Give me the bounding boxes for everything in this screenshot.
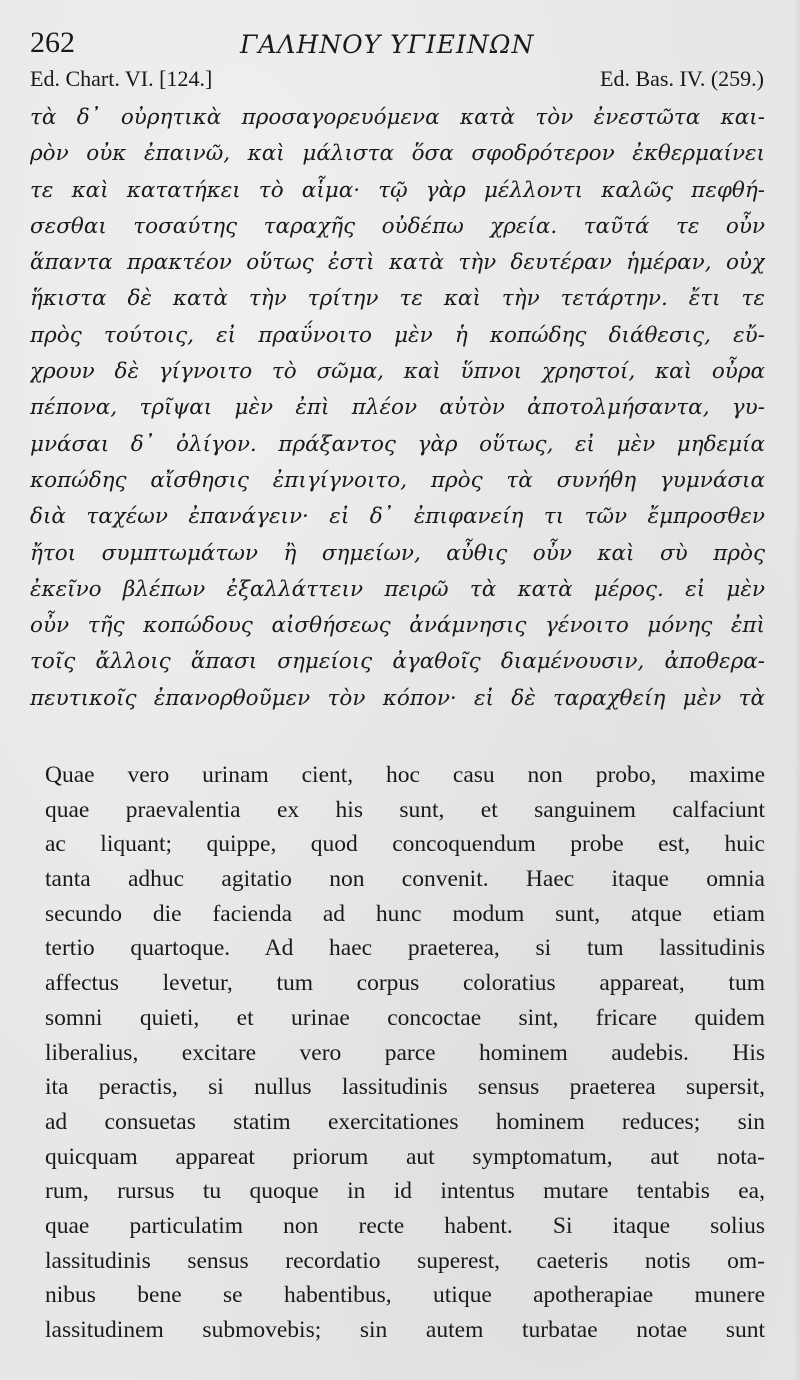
latin-line: liberalius, excitare vero parce hominem audebis. His (45, 1039, 765, 1066)
greek-line: τοῖς ἄλλοις ἅπασι σημείοις ἀγαθοῖς διαμένουσιν, ἀποθερα- (30, 649, 765, 675)
greek-line: πευτικοῖς ἐπανορθοῦμεν τὸν κόπον· εἰ δὲ ταραχθείη μὲν τὰ (30, 685, 765, 711)
latin-line: ita peractis, si nullus lassitudinis sensus praeterea supersit, (45, 1074, 765, 1101)
latin-line: somni quieti, et urinae concoctae sint, fricare quidem (45, 1004, 765, 1031)
greek-line: κοπώδης αἴσθησις ἐπιγίγνοιτο, πρὸς τὰ συνήθη γυμνάσια (30, 467, 765, 493)
greek-line: ρὸν οὐκ ἐπαινῶ, καὶ μάλιστα ὅσα σφοδρότερον ἐκθερμαίνει (30, 141, 765, 167)
greek-line: σεσθαι τοσαύτης ταραχῆς οὐδέπω χρεία. ταῦτά τε οὖν (30, 213, 765, 239)
show-through-bleed (60, 696, 760, 722)
latin-line: tanta adhuc agitatio non convenit. Haec itaque omnia (45, 866, 765, 893)
latin-line: lassitudinem submovebis; sin autem turbatae notae sunt (45, 1317, 765, 1343)
latin-line: affectus levetur, tum corpus coloratius appareat, tum (45, 970, 765, 997)
greek-line: τὰ δ᾽ οὐρητικὰ προσαγορευόμενα κατὰ τὸν ἐνεστῶτα και- (30, 105, 765, 130)
greek-line: χρουν δὲ γίγνοιτο τὸ σῶμα, καὶ ὕπνοι χρηστοί, καὶ οὖρα (30, 359, 765, 385)
greek-line: μνάσαι δ᾽ ὀλίγον. πράξαντος γὰρ οὕτως, εἰ μὲν μηδεμία (30, 431, 765, 457)
latin-line: lassitudinis sensus recordatio superest, caeteris notis om- (45, 1247, 765, 1274)
edition-reference-line (30, 66, 764, 100)
page-number: 262 (30, 26, 75, 59)
latin-line: quae praevalentia ex his sunt, et sanguinem calfaciunt (45, 796, 765, 823)
edition-chartier-reference: Ed. Chart. VI. [124.] (30, 66, 213, 91)
greek-line: ἥκιστα δὲ κατὰ τὴν τρίτην τε καὶ τὴν τετάρτην. ἔτι τε (30, 286, 765, 312)
latin-line: nibus bene se habentibus, utique apotherapiae munere (45, 1282, 765, 1309)
greek-line: πρὸς τούτοις, εἰ πραΰνοιτο μὲν ἡ κοπώδης διάθεσις, εὔ- (30, 322, 765, 348)
greek-line: ἐκεῖνο βλέπων ἐξαλλάττειν πειρῶ τὰ κατὰ μέρος. εἰ μὲν (30, 576, 765, 602)
greek-line: πέπονα, τρῖψαι μὲν ἐπὶ πλέον αὐτὸν ἀποτολμήσαντα, γυ- (30, 395, 765, 421)
running-head (30, 26, 770, 66)
greek-line: διὰ ταχέων ἐπανάγειν· εἰ δ᾽ ἐπιφανείη τι τῶν ἔμπροσθεν (30, 504, 765, 530)
latin-line: quae particulatim non recte habent. Si itaque solius (45, 1212, 765, 1239)
latin-line: Quae vero urinam cient, hoc casu non probo, maxime (45, 762, 765, 788)
latin-text-block (45, 758, 765, 1348)
greek-text-block (30, 100, 765, 717)
greek-line: ἅπαντα πρακτέον οὕτως ἐστὶ κατὰ τὴν δευτέραν ἡμέραν, οὐχ (30, 250, 765, 276)
latin-line: quicquam appareat priorum aut symptomatum, aut nota- (45, 1143, 765, 1170)
greek-line: ἤτοι συμπτωμάτων ἢ σημείων, αὖθις οὖν καὶ σὺ πρὸς (30, 540, 765, 566)
latin-line: tertio quartoque. Ad haec praeterea, si tum lassitudinis (45, 935, 765, 962)
latin-line: ad consuetas statim exercitationes hominem reduces; sin (45, 1108, 765, 1135)
latin-line: ac liquant; quippe, quod concoquendum probe est, huic (45, 831, 765, 858)
latin-line: rum, rursus tu quoque in id intentus mutare tentabis ea, (45, 1178, 765, 1205)
page-edge-shadow (794, 0, 800, 1380)
greek-line: οὖν τῆς κοπώδους αἰσθήσεως ἀνάμνησις γένοιτο μόνης ἐπὶ (30, 613, 765, 639)
running-title: ΓΑΛΗΝΟΥ ΥΓΙΕΙΝΩΝ (240, 30, 535, 59)
latin-line: secundo die facienda ad hunc modum sunt, atque etiam (45, 900, 765, 927)
greek-line: τε καὶ κατατήκει τὸ αἷμα· τῷ γὰρ μέλλοντι καλῶς πεφθή- (30, 177, 765, 203)
edition-basel-reference: Ed. Bas. IV. (259.) (600, 66, 764, 91)
